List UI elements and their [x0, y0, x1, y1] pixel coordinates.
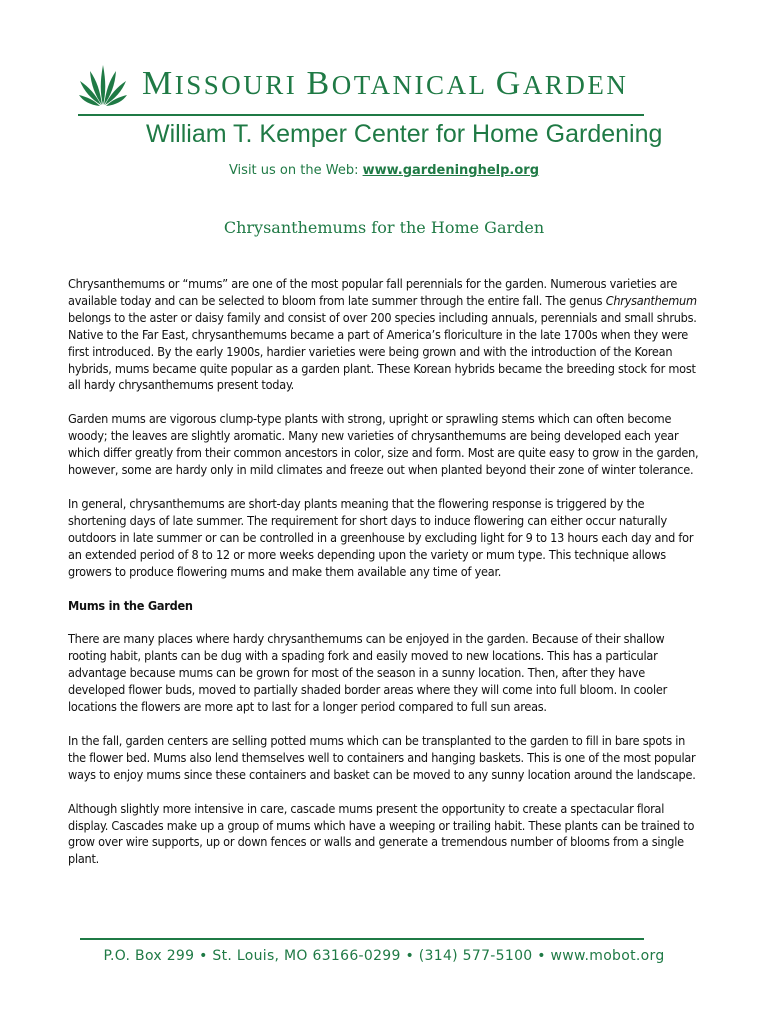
genus-name: Chrysanthemum: [605, 292, 697, 308]
visit-prefix: Visit us on the Web:: [228, 163, 363, 178]
org-name-part-3: ARDEN: [522, 70, 629, 100]
botanical-garden-logo-icon: [78, 59, 128, 109]
paragraph-garden-places: There are many places where hardy chrysanthemums can be enjoyed in the garden. Because of their shallow rooting habit, plants can be dug with a spading fork and easily moved to new locations. This has a particular advantage because mums can be grown for most of the season in a sunny location. Then, after they have developed flower buds, moved to partially shaded border areas where they will come into full bloom. In cooler locations the flowers are more apt to last for a longer period compared to full sun areas.: [68, 631, 668, 715]
header-divider: [78, 114, 644, 116]
letterhead: [78, 58, 663, 149]
org-name-initial-m: M: [142, 65, 175, 102]
paragraph-cascade-mums: Although slightly more intensive in care, cascade mums present the opportunity to create a spectacular floral display. Cascades make up a group of mums which have a weeping or trailing habit. These plants can be trained to grow over wire supports, up or down fences or walls and generate a tremendous number of blooms from a single plant.: [68, 800, 695, 867]
organization-name: [142, 65, 628, 103]
org-name-initial-b: B: [306, 65, 332, 102]
paragraph-potted-mums: In the fall, garden centers are selling potted mums which can be transplanted to the garden to fill in bare spots in the flower bed. Mums also lend themselves well to containers and hanging baskets. This is one of the most popular ways to enjoy mums since these containers and basket can be moved to any sunny location around the landscape.: [68, 732, 696, 782]
org-name-part-2: OTANICAL: [331, 70, 496, 100]
website-link[interactable]: www.gardeninghelp.org: [362, 163, 540, 178]
paragraph-intro-text-b: belongs to the aster or daisy family and consist of over 200 species including annuals, perennials and small shrubs. Native to the Far East, chrysanthemums became a part of America’s floriculture in the late 1700s when they were first introduced. By the early 1900s, hardier varieties were being grown and with the introduction of the Korean hybrids, mums became quite popular as a garden plant. These Korean hybrids became the breeding stock for most all hardy chrysanthemums present today.: [68, 309, 697, 393]
paragraph-intro-text-a: Chrysanthemums or “mums” are one of the most popular fall perennials for the garden. Numerous varieties are available today and can be selected to bloom from late summer through the entire fall. The genus: [68, 276, 678, 308]
footer-divider: [80, 938, 644, 940]
org-name-part-1: ISSOURI: [174, 70, 307, 100]
website-line: [0, 163, 768, 178]
paragraph-description: Garden mums are vigorous clump-type plants with strong, upright or sprawling stems which can often become woody; the leaves are slightly aromatic. Many new varieties of chrysanthemums are being developed each year which differ greatly from their common ancestors in color, size and form. Most are quite easy to grow in the garden, however, some are hardy only in mild climates and freeze out when planted beyond their zone of winter tolerance.: [68, 411, 699, 478]
center-subtitle: William T. Kemper Center for Home Gardening: [146, 120, 663, 148]
org-name-initial-g: G: [495, 65, 523, 102]
paragraph-flowering: In general, chrysanthemums are short-day plants meaning that the flowering response is triggered by the shortening days of late summer. The requirement for short days to induce flowering can either occur naturally outdoors in late summer or can be controlled in a greenhouse by excluding light for 9 to 13 hours each day and for an extended period of 8 to 12 or more weeks depending upon the variety or mum type. This technique allows growers to produce flowering mums and make them available any time of year.: [68, 495, 694, 579]
footer-contact: P.O. Box 299 • St. Louis, MO 63166-0299 • (314) 577-5100 • www.mobot.org: [103, 948, 665, 964]
section-heading: Mums in the Garden: [68, 597, 193, 613]
paragraph-intro: [68, 276, 702, 394]
logo-row: [78, 58, 646, 110]
document-body: [68, 276, 702, 885]
document-title: Chrysanthemums for the Home Garden: [223, 218, 545, 237]
